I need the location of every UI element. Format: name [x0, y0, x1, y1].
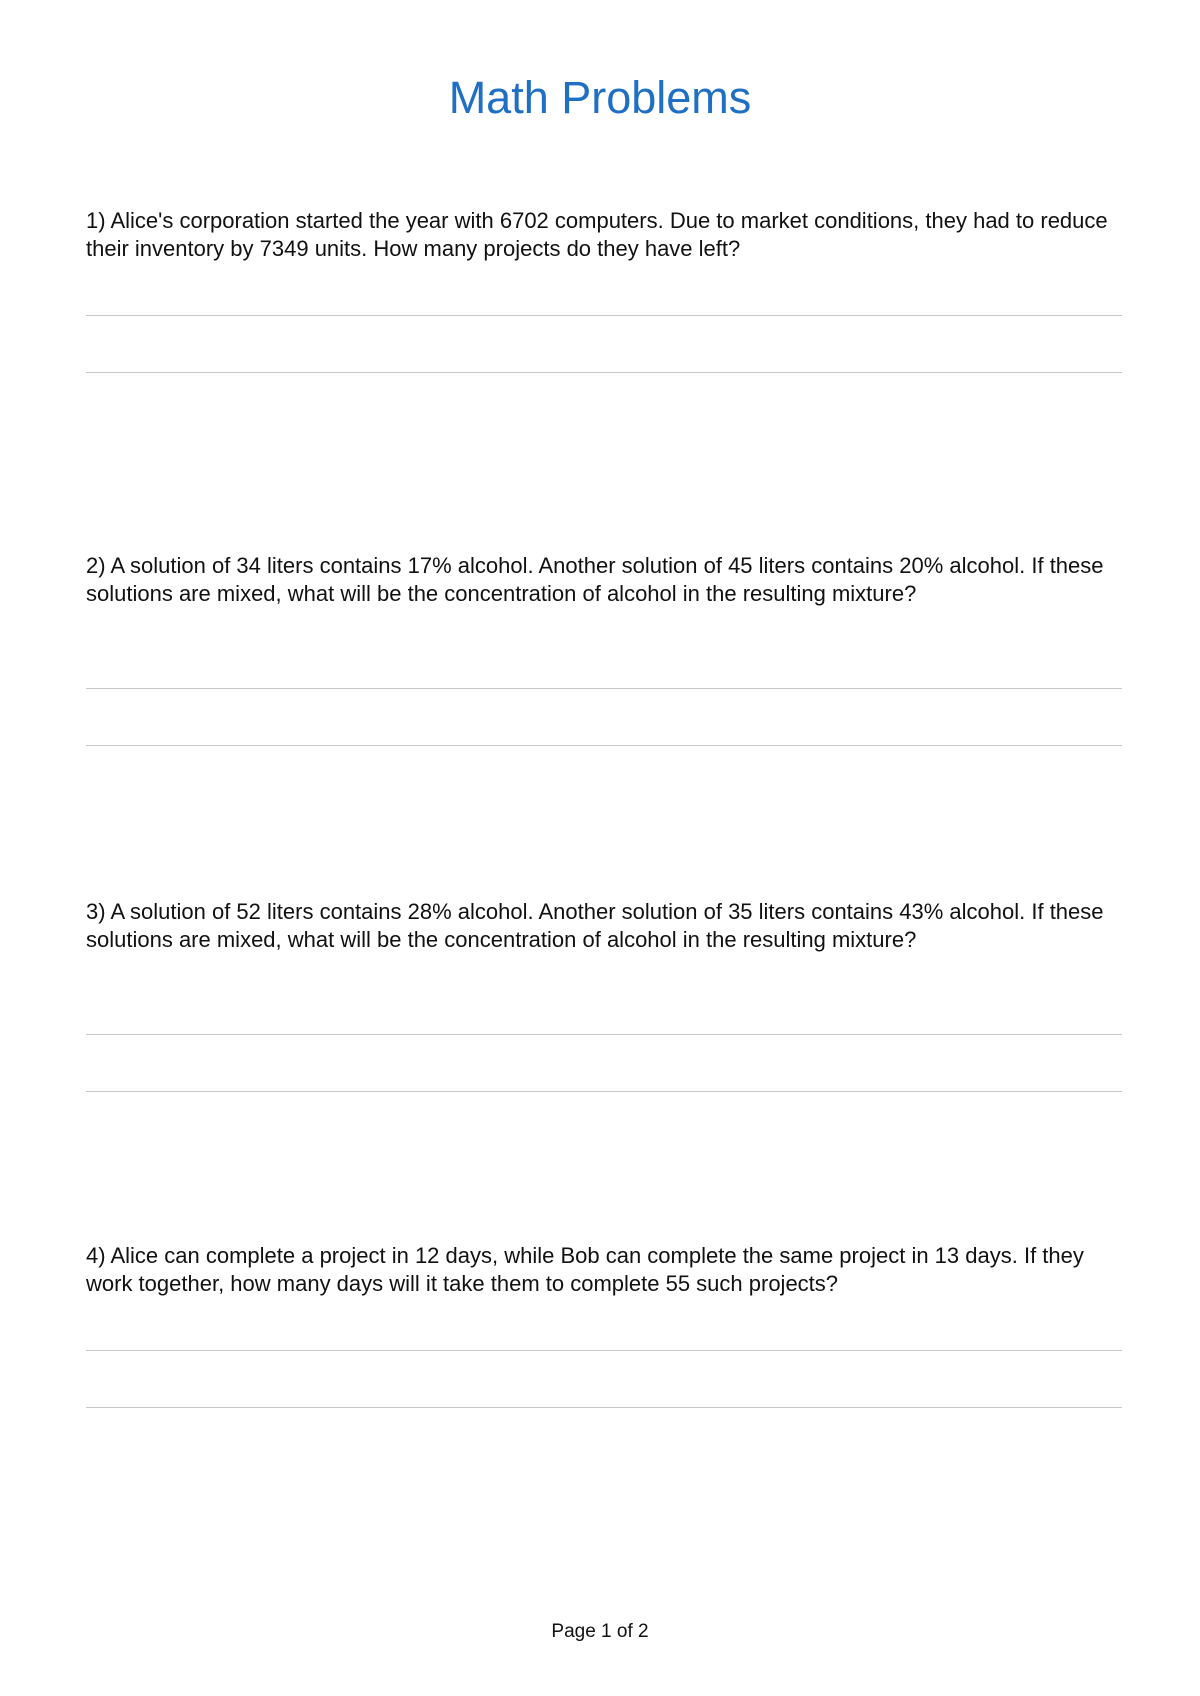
answer-line: [86, 315, 1122, 316]
answer-line: [86, 1350, 1122, 1351]
answer-line: [86, 372, 1122, 373]
page-title: Math Problems: [448, 72, 752, 123]
answer-line: [86, 1407, 1122, 1408]
problem-3: [86, 898, 1122, 954]
answer-line: [86, 688, 1122, 689]
page-number: Page 1 of 2: [551, 1621, 649, 1642]
answer-line: [86, 745, 1122, 746]
problem-2-text: 2) A solution of 34 liters contains 17% alcohol. Another solution of 45 liters contains 20% alcohol. If these solutions are mixed, what will be the concentration of alcohol in the resulting mixture?: [86, 553, 1104, 606]
problem-2: [86, 552, 1122, 608]
problem-1-text: 1) Alice's corporation started the year with 6702 computers. Due to market conditions, they had to reduce their inventory by 7349 units. How many projects do they have left?: [86, 208, 1108, 261]
problem-4: [86, 1242, 1122, 1298]
answer-line: [86, 1091, 1122, 1092]
problem-1: [86, 207, 1122, 263]
problem-3-text: 3) A solution of 52 liters contains 28% alcohol. Another solution of 35 liters contains 43% alcohol. If these solutions are mixed, what will be the concentration of alcohol in the resulting mixture?: [86, 899, 1104, 952]
problem-4-text: 4) Alice can complete a project in 12 days, while Bob can complete the same project in 13 days. If they work together, how many days will it take them to complete 55 such projects?: [86, 1243, 1084, 1296]
answer-line: [86, 1034, 1122, 1035]
